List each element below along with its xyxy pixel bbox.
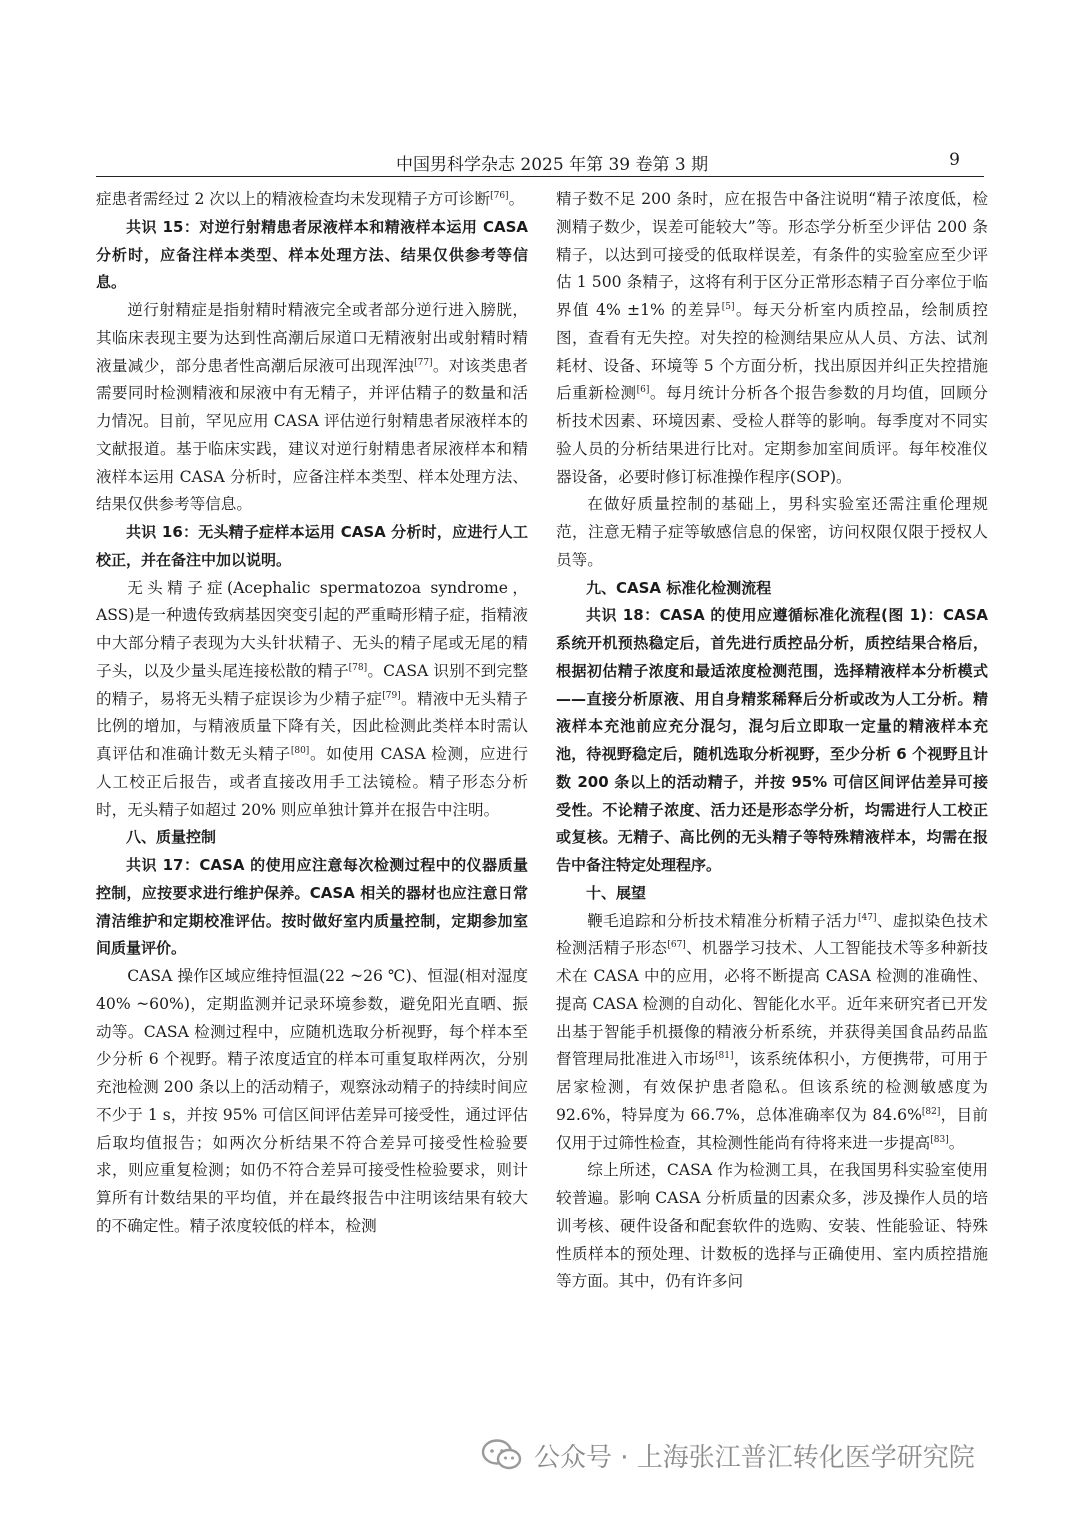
paragraph-text: 。精液中无头精子比例的增加，与精液质量下降有关，因此检测此类样本时需认真评估和准确计数无头精子 [96,689,528,763]
paragraph-text: 。 [948,1133,965,1152]
paragraph-text: 精子数不足 200 条时，应在报告中备注说明“精子浓度低，检测精子数少，误差可能较大”等。形态学分析至少评估 200 条精子，以达到可接受的低取样误差，有条件的实验室应至少评估 1 500 条精子，这将有利于区分正常形态精子百分率位于临界值 4% ±1% 的差异 [556,190,988,319]
body-paragraph [556,1157,988,1296]
paragraph-text: CASA 操作区域应维持恒温(22 ~26 ℃)、恒湿(相对湿度 40% ~60%)，定期监测并记录环境参数，避免阳光直晒、振动等。CASA 检测过程中，应随机选取分析视野，每个样本至少分析 6 个视野。精子浓度适宜的样本可重复取样两次，分别充池检测 200 条以上的活动精子，观察泳动精子的持续时间应不少于 1 s，并按 95% 可信区间评估差异可接受性，通过评估后取均值报告；如两次分析结果不符合差异可接受性检验要求，则应重复检测；如仍不符合差异可接受性检验要求，则计算所有计数结果的平均值，并在最终报告中注明该结果有较大的不确定性。精子浓度较低的样本，检测 [96,967,528,1235]
body-paragraph [96,963,528,1241]
header-rule [96,176,984,177]
body-paragraph [556,186,988,491]
consensus-statement: 共识 17：CASA 的使用应注意每次检测过程中的仪器质量控制，应按要求进行维护保养。CASA 相关的器材也应注意日常清洁维护和定期校准评估。按时做好室内质量控制，定期参加室间质量评价。 [96,856,528,958]
citation-ref: [77] [414,357,433,368]
section-heading: 八、质量控制 [126,828,217,847]
citation-ref: [6] [636,385,650,396]
citation-ref: [81] [715,1051,734,1062]
paragraph-text: 无头精子症(Acephalic spermatozoa syndrome，ASS)是一种遗传致病基因突变引起的严重畸形精子症，指精液中大部分精子表现为大头针状精子、无头的精子尾或无尾的精子头，以及少量头尾连接松散的精子 [96,578,528,680]
citation-ref: [47] [857,912,877,923]
citation-ref: [78] [348,662,368,673]
wechat-icon [480,1437,524,1473]
paragraph-text: 综上所述，CASA 作为检测工具，在我国男科实验室使用较普遍。影响 CASA 分析质量的因素众多，涉及操作人员的培训考核、硬件设备和配套软件的选购、安装、性能验证、特殊性质样本的预处理、计数板的选择与正确使用、室内质控措施等方面。其中，仍有许多问 [556,1161,988,1291]
running-header [96,150,984,178]
body-paragraph [556,908,988,1158]
consensus-statement: 共识 15：对逆行射精患者尿液样本和精液样本运用 CASA 分析时，应备注样本类型、样本处理方法、结果仅供参考等信息。 [96,217,528,292]
citation-ref: [79] [382,690,401,701]
paragraph-text: 。如使用 CASA 检测，应进行人工校正后报告，或者直接改用手工法镜检。精子形态分析时，无头精子如超过 20% 则应单独计算并在报告中注明。 [96,745,528,819]
paragraph-text: 在做好质量控制的基础上，男科实验室还需注重伦理规范，注意无精子症等敏感信息的保密，访问权限仅限于授权人员等。 [556,495,988,569]
citation-ref: [5] [721,301,735,312]
citation-ref: [67] [667,940,686,951]
consensus-statement: 共识 18：CASA 的使用应遵循标准化流程(图 1)：CASA 系统开机预热稳定后，首先进行质控品分析，质控结果合格后，根据初估精子浓度和最适浓度检测范围，选择精液样本分析模式——直接分析原液、用自身精浆稀释后分析或改为人工分析。精液样本充池前应充分混匀，混匀后立即取一定量的精液样本充池，待视野稳定后，随机选取分析视野，至少分析 6 个视野且计数 200 条以上的活动精子，并按 95% 可信区间评估差异可接受性。不论精子浓度、活力还是形态学分析，均需进行人工校正或复核。无精子、高比例的无头精子等特殊精液样本，均需在报告中备注特定处理程序。 [556,606,988,874]
right-column [556,186,988,1296]
paragraph-text: 逆行射精症是指射精时精液完全或者部分逆行进入膀胱，其临床表现主要为达到性高潮后尿道口无精液射出或射精时精液量减少，部分患者性高潮后尿液可出现浑浊 [96,301,528,375]
body-paragraph [556,491,988,574]
paragraph-text: 。CASA 识别不到完整的精子，易将无头精子症误诊为少精子症 [96,661,528,708]
citation-ref: [83] [930,1134,949,1145]
paragraph-text: 。对该类患者需要同时检测精液和尿液中有无精子，并评估精子的数量和活力情况。目前，罕见应用 CASA 评估逆行射精患者尿液样本的文献报道。基于临床实践，建议对逆行射精患者尿液样本和精液样本运用 CASA 分析时，应备注样本类型、样本处理方法、结果仅供参考等信息。 [96,356,528,514]
paragraph-text: 。每月统计分析各个报告参数的月均值，回顾分析技术因素、环境因素、受检人群等的影响。每季度对不同实验人员的分析结果进行比对。定期参加室间质评。每年校准仪器设备，必要时修订标准操作程序(SOP)。 [556,384,988,486]
citation-ref: [80] [290,745,310,756]
body-paragraph [96,186,528,214]
paragraph-text: 鞭毛追踪和分析技术精准分析精子活力 [587,911,858,930]
watermark [480,1435,1060,1475]
paragraph-text: 、机器学习技术、人工智能技术等多种新技术在 CASA 中的应用，必将不断提高 CASA 检测的准确性、提高 CASA 检测的自动化、智能化水平。近年来研究者已开发出基于智能手机摄像的精液分析系统，并获得美国食品药品监督管理局批准进入市场 [556,939,988,1069]
paragraph-text: ，该系统体积小，方便携带，可用于居家检测，有效保护患者隐私。但该系统的检测敏感度为 92.6%，特异度为 66.7%，总体准确率仅为 84.6% [556,1050,988,1124]
body-paragraph [96,297,528,519]
journal-title: 中国男科学杂志 2025 年第 39 卷第 3 期 [396,155,709,175]
body-paragraph [96,575,528,825]
paragraph-text: 。 [508,190,525,208]
left-column [96,186,528,1241]
section-heading: 十、展望 [586,883,647,902]
citation-ref: [82] [921,1106,941,1117]
page-number: 9 [949,150,960,170]
paragraph-text: 症患者需经过 2 次以上的精液检查均未发现精子方可诊断 [96,190,491,208]
watermark-text: 公众号 · 上海张江普汇转化医学研究院 [534,1442,975,1473]
citation-ref: [76] [490,190,509,201]
section-heading: 九、CASA 标准化检测流程 [586,578,772,597]
paragraph-text: 、虚拟染色技术检测活精子形态 [556,911,988,958]
paragraph-text: ，目前仅用于过筛性检查，其检测性能尚有待将来进一步提高 [556,1105,988,1152]
paragraph-text: 。每天分析室内质控品，绘制质控图，查看有无失控。对失控的检测结果应从人员、方法、试剂耗材、设备、环境等 5 个方面分析，找出原因并纠正失控措施后重新检测 [556,301,988,403]
consensus-statement: 共识 16：无头精子症样本运用 CASA 分析时，应进行人工校正，并在备注中加以说明。 [96,523,528,569]
